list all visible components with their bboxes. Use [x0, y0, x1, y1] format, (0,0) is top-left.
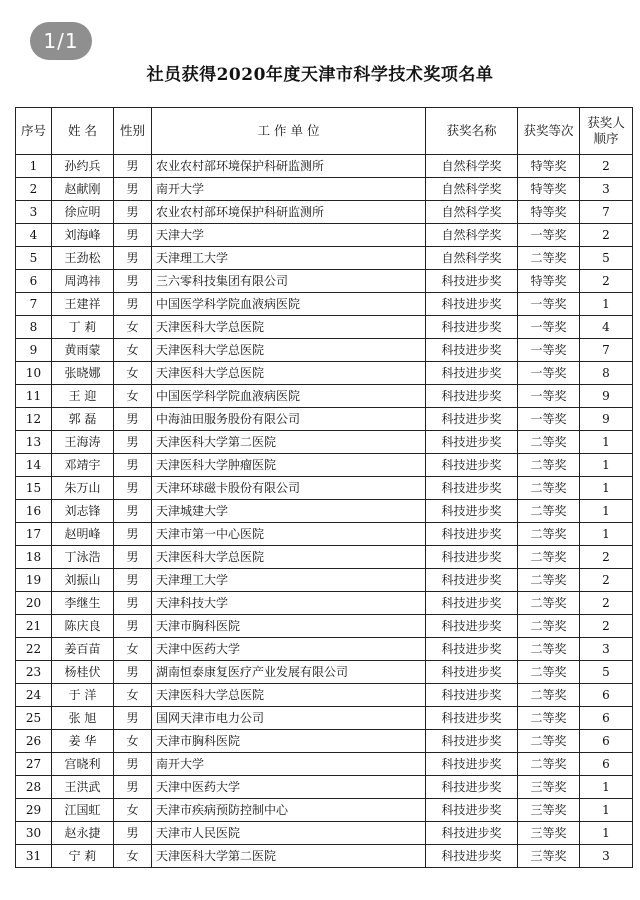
cell-organization: 天津科技大学: [152, 592, 426, 615]
cell-award-grade: 特等奖: [518, 270, 580, 293]
cell-rank: 6: [580, 707, 633, 730]
cell-gender: 女: [114, 730, 152, 753]
cell-index: 10: [16, 362, 52, 385]
cell-rank: 6: [580, 684, 633, 707]
table-row: [16, 523, 633, 546]
cell-index: 30: [16, 822, 52, 845]
cell-award-name: 科技进步奖: [426, 293, 518, 316]
cell-gender: 男: [114, 661, 152, 684]
table-row: [16, 500, 633, 523]
cell-award-name: 科技进步奖: [426, 822, 518, 845]
cell-gender: 女: [114, 799, 152, 822]
cell-index: 20: [16, 592, 52, 615]
table-row: [16, 615, 633, 638]
page-indicator: 1/1: [30, 22, 92, 60]
cell-rank: 1: [580, 822, 633, 845]
cell-gender: 男: [114, 822, 152, 845]
cell-rank: 2: [580, 592, 633, 615]
cell-index: 9: [16, 339, 52, 362]
table-body: [16, 155, 633, 868]
cell-award-name: 科技进步奖: [426, 638, 518, 661]
table-row: [16, 477, 633, 500]
cell-gender: 女: [114, 362, 152, 385]
cell-index: 26: [16, 730, 52, 753]
cell-award-grade: 二等奖: [518, 684, 580, 707]
cell-award-grade: 三等奖: [518, 776, 580, 799]
cell-organization: 天津医科大学总医院: [152, 362, 426, 385]
cell-award-grade: 一等奖: [518, 224, 580, 247]
cell-name: 刘志锋: [52, 500, 114, 523]
cell-organization: 天津中医药大学: [152, 776, 426, 799]
cell-name: 陈庆良: [52, 615, 114, 638]
award-table: [15, 107, 633, 868]
cell-award-grade: 二等奖: [518, 546, 580, 569]
cell-name: 王洪武: [52, 776, 114, 799]
cell-gender: 男: [114, 776, 152, 799]
cell-rank: 1: [580, 477, 633, 500]
table-row: [16, 408, 633, 431]
cell-organization: 天津医科大学总医院: [152, 546, 426, 569]
cell-name: 姜百苗: [52, 638, 114, 661]
cell-award-grade: 三等奖: [518, 799, 580, 822]
cell-index: 4: [16, 224, 52, 247]
cell-index: 16: [16, 500, 52, 523]
cell-organization: 农业农村部环境保护科研监测所: [152, 155, 426, 178]
cell-organization: 天津中医药大学: [152, 638, 426, 661]
cell-name: 宫晓利: [52, 753, 114, 776]
header-award-name: 获奖名称: [426, 108, 518, 155]
cell-rank: 3: [580, 638, 633, 661]
table-row: [16, 776, 633, 799]
cell-rank: 5: [580, 247, 633, 270]
cell-gender: 男: [114, 247, 152, 270]
cell-gender: 男: [114, 546, 152, 569]
cell-rank: 1: [580, 500, 633, 523]
cell-organization: 湖南恒泰康复医疗产业发展有限公司: [152, 661, 426, 684]
cell-index: 5: [16, 247, 52, 270]
table-row: [16, 385, 633, 408]
cell-index: 27: [16, 753, 52, 776]
cell-award-name: 科技进步奖: [426, 523, 518, 546]
cell-award-name: 科技进步奖: [426, 408, 518, 431]
header-award-grade: 获奖等次: [518, 108, 580, 155]
cell-index: 19: [16, 569, 52, 592]
cell-gender: 女: [114, 316, 152, 339]
cell-index: 8: [16, 316, 52, 339]
table-row: [16, 661, 633, 684]
cell-rank: 2: [580, 569, 633, 592]
table-row: [16, 822, 633, 845]
cell-index: 18: [16, 546, 52, 569]
cell-rank: 3: [580, 845, 633, 868]
cell-gender: 女: [114, 385, 152, 408]
cell-award-name: 科技进步奖: [426, 500, 518, 523]
cell-organization: 天津医科大学总医院: [152, 316, 426, 339]
cell-award-name: 科技进步奖: [426, 270, 518, 293]
cell-index: 14: [16, 454, 52, 477]
cell-name: 朱万山: [52, 477, 114, 500]
cell-gender: 男: [114, 224, 152, 247]
cell-organization: 中海油田服务股份有限公司: [152, 408, 426, 431]
table-row: [16, 730, 633, 753]
cell-award-name: 科技进步奖: [426, 454, 518, 477]
cell-rank: 5: [580, 661, 633, 684]
cell-index: 28: [16, 776, 52, 799]
header-name: 姓 名: [52, 108, 114, 155]
cell-award-name: 科技进步奖: [426, 753, 518, 776]
cell-rank: 1: [580, 431, 633, 454]
cell-rank: 6: [580, 730, 633, 753]
cell-gender: 男: [114, 592, 152, 615]
cell-organization: 南开大学: [152, 178, 426, 201]
cell-award-name: 自然科学奖: [426, 247, 518, 270]
cell-award-name: 科技进步奖: [426, 431, 518, 454]
table-row: [16, 569, 633, 592]
cell-award-grade: 二等奖: [518, 500, 580, 523]
cell-gender: 男: [114, 431, 152, 454]
cell-award-grade: 三等奖: [518, 845, 580, 868]
cell-gender: 女: [114, 638, 152, 661]
table-row: [16, 684, 633, 707]
cell-organization: 三六零科技集团有限公司: [152, 270, 426, 293]
cell-gender: 男: [114, 454, 152, 477]
cell-organization: 国网天津市电力公司: [152, 707, 426, 730]
cell-gender: 男: [114, 477, 152, 500]
cell-name: 郭 磊: [52, 408, 114, 431]
cell-award-name: 科技进步奖: [426, 707, 518, 730]
cell-name: 黄雨蒙: [52, 339, 114, 362]
cell-gender: 女: [114, 339, 152, 362]
table-row: [16, 178, 633, 201]
cell-award-grade: 二等奖: [518, 615, 580, 638]
cell-award-grade: 一等奖: [518, 316, 580, 339]
cell-name: 王劲松: [52, 247, 114, 270]
table-row: [16, 316, 633, 339]
cell-name: 刘振山: [52, 569, 114, 592]
cell-index: 7: [16, 293, 52, 316]
cell-gender: 男: [114, 753, 152, 776]
cell-index: 25: [16, 707, 52, 730]
cell-name: 张晓娜: [52, 362, 114, 385]
cell-organization: 天津医科大学总医院: [152, 684, 426, 707]
cell-gender: 男: [114, 500, 152, 523]
cell-gender: 男: [114, 178, 152, 201]
table-row: [16, 707, 633, 730]
header-index: 序号: [16, 108, 52, 155]
cell-index: 2: [16, 178, 52, 201]
cell-name: 宁 莉: [52, 845, 114, 868]
table-row: [16, 224, 633, 247]
cell-rank: 4: [580, 316, 633, 339]
cell-gender: 女: [114, 845, 152, 868]
cell-rank: 9: [580, 408, 633, 431]
cell-gender: 男: [114, 569, 152, 592]
cell-index: 15: [16, 477, 52, 500]
cell-index: 29: [16, 799, 52, 822]
cell-organization: 中国医学科学院血液病医院: [152, 385, 426, 408]
cell-index: 11: [16, 385, 52, 408]
cell-organization: 天津大学: [152, 224, 426, 247]
cell-award-name: 自然科学奖: [426, 224, 518, 247]
cell-index: 12: [16, 408, 52, 431]
cell-index: 13: [16, 431, 52, 454]
table-row: [16, 546, 633, 569]
cell-rank: 2: [580, 615, 633, 638]
cell-rank: 1: [580, 799, 633, 822]
header-gender: 性别: [114, 108, 152, 155]
cell-gender: 男: [114, 707, 152, 730]
cell-gender: 男: [114, 293, 152, 316]
cell-organization: 天津医科大学肿瘤医院: [152, 454, 426, 477]
cell-name: 王建祥: [52, 293, 114, 316]
cell-name: 丁泳浩: [52, 546, 114, 569]
cell-organization: 南开大学: [152, 753, 426, 776]
cell-organization: 天津理工大学: [152, 247, 426, 270]
cell-award-grade: 特等奖: [518, 155, 580, 178]
cell-award-grade: 二等奖: [518, 592, 580, 615]
cell-award-name: 科技进步奖: [426, 615, 518, 638]
cell-name: 张 旭: [52, 707, 114, 730]
cell-index: 22: [16, 638, 52, 661]
cell-organization: 天津市第一中心医院: [152, 523, 426, 546]
cell-award-name: 科技进步奖: [426, 569, 518, 592]
cell-gender: 男: [114, 615, 152, 638]
cell-award-name: 科技进步奖: [426, 799, 518, 822]
cell-gender: 女: [114, 684, 152, 707]
cell-rank: 8: [580, 362, 633, 385]
cell-name: 周鸿祎: [52, 270, 114, 293]
cell-gender: 男: [114, 270, 152, 293]
cell-award-grade: 二等奖: [518, 753, 580, 776]
cell-index: 6: [16, 270, 52, 293]
cell-award-grade: 二等奖: [518, 431, 580, 454]
cell-rank: 2: [580, 224, 633, 247]
table-row: [16, 201, 633, 224]
cell-award-name: 科技进步奖: [426, 316, 518, 339]
cell-award-grade: 二等奖: [518, 707, 580, 730]
cell-index: 24: [16, 684, 52, 707]
table-row: [16, 753, 633, 776]
table-row: [16, 799, 633, 822]
table-row: [16, 454, 633, 477]
cell-organization: 天津医科大学第二医院: [152, 845, 426, 868]
cell-award-grade: 特等奖: [518, 178, 580, 201]
cell-organization: 天津市胸科医院: [152, 615, 426, 638]
cell-organization: 天津市人民医院: [152, 822, 426, 845]
cell-gender: 男: [114, 523, 152, 546]
cell-name: 杨桂伏: [52, 661, 114, 684]
cell-name: 邓靖宇: [52, 454, 114, 477]
cell-name: 李继生: [52, 592, 114, 615]
cell-name: 赵永捷: [52, 822, 114, 845]
cell-index: 23: [16, 661, 52, 684]
cell-award-grade: 三等奖: [518, 822, 580, 845]
table-row: [16, 293, 633, 316]
cell-award-name: 科技进步奖: [426, 385, 518, 408]
cell-name: 孙约兵: [52, 155, 114, 178]
cell-rank: 1: [580, 293, 633, 316]
header-organization: 工 作 单 位: [152, 108, 426, 155]
table-row: [16, 592, 633, 615]
cell-organization: 中国医学科学院血液病医院: [152, 293, 426, 316]
cell-award-name: 科技进步奖: [426, 477, 518, 500]
cell-award-grade: 二等奖: [518, 730, 580, 753]
cell-award-name: 自然科学奖: [426, 155, 518, 178]
cell-organization: 天津医科大学总医院: [152, 339, 426, 362]
cell-award-grade: 二等奖: [518, 661, 580, 684]
cell-organization: 天津城建大学: [152, 500, 426, 523]
cell-award-name: 科技进步奖: [426, 661, 518, 684]
document-title: 社员获得2020年度天津市科学技术奖项名单: [146, 65, 494, 85]
cell-award-name: 科技进步奖: [426, 730, 518, 753]
cell-name: 赵献刚: [52, 178, 114, 201]
cell-name: 刘海峰: [52, 224, 114, 247]
cell-award-name: 科技进步奖: [426, 546, 518, 569]
table-row: [16, 845, 633, 868]
cell-index: 21: [16, 615, 52, 638]
cell-organization: 天津市疾病预防控制中心: [152, 799, 426, 822]
cell-organization: 天津市胸科医院: [152, 730, 426, 753]
cell-award-name: 自然科学奖: [426, 178, 518, 201]
table-header-row: [16, 108, 633, 155]
cell-award-grade: 一等奖: [518, 385, 580, 408]
cell-gender: 男: [114, 201, 152, 224]
cell-name: 王海涛: [52, 431, 114, 454]
table-row: [16, 362, 633, 385]
cell-name: 赵明峰: [52, 523, 114, 546]
header-rank: 获奖人顺序: [580, 108, 633, 155]
cell-rank: 6: [580, 753, 633, 776]
cell-rank: 7: [580, 339, 633, 362]
cell-award-grade: 二等奖: [518, 569, 580, 592]
cell-award-grade: 二等奖: [518, 454, 580, 477]
cell-rank: 3: [580, 178, 633, 201]
cell-index: 31: [16, 845, 52, 868]
cell-gender: 男: [114, 408, 152, 431]
cell-award-grade: 一等奖: [518, 408, 580, 431]
cell-award-grade: 特等奖: [518, 201, 580, 224]
cell-award-grade: 二等奖: [518, 247, 580, 270]
cell-name: 王 迎: [52, 385, 114, 408]
cell-award-grade: 二等奖: [518, 523, 580, 546]
cell-rank: 1: [580, 523, 633, 546]
cell-rank: 7: [580, 201, 633, 224]
cell-name: 姜 华: [52, 730, 114, 753]
cell-index: 17: [16, 523, 52, 546]
cell-rank: 9: [580, 385, 633, 408]
table-row: [16, 431, 633, 454]
cell-award-grade: 一等奖: [518, 293, 580, 316]
cell-award-name: 科技进步奖: [426, 362, 518, 385]
cell-award-name: 科技进步奖: [426, 339, 518, 362]
cell-award-grade: 一等奖: [518, 339, 580, 362]
table-row: [16, 270, 633, 293]
cell-award-grade: 二等奖: [518, 477, 580, 500]
cell-organization: 天津环球磁卡股份有限公司: [152, 477, 426, 500]
cell-rank: 2: [580, 270, 633, 293]
table-row: [16, 339, 633, 362]
cell-award-name: 自然科学奖: [426, 201, 518, 224]
cell-award-name: 科技进步奖: [426, 592, 518, 615]
cell-award-name: 科技进步奖: [426, 845, 518, 868]
cell-award-grade: 二等奖: [518, 638, 580, 661]
cell-award-grade: 一等奖: [518, 362, 580, 385]
cell-rank: 1: [580, 776, 633, 799]
cell-rank: 1: [580, 454, 633, 477]
cell-name: 徐应明: [52, 201, 114, 224]
cell-index: 3: [16, 201, 52, 224]
cell-name: 江国虹: [52, 799, 114, 822]
cell-index: 1: [16, 155, 52, 178]
cell-award-name: 科技进步奖: [426, 684, 518, 707]
cell-gender: 男: [114, 155, 152, 178]
table-row: [16, 247, 633, 270]
cell-rank: 2: [580, 155, 633, 178]
table-row: [16, 638, 633, 661]
cell-rank: 2: [580, 546, 633, 569]
table-row: [16, 155, 633, 178]
cell-organization: 天津理工大学: [152, 569, 426, 592]
cell-organization: 天津医科大学第二医院: [152, 431, 426, 454]
cell-organization: 农业农村部环境保护科研监测所: [152, 201, 426, 224]
cell-name: 于 洋: [52, 684, 114, 707]
cell-award-name: 科技进步奖: [426, 776, 518, 799]
cell-name: 丁 莉: [52, 316, 114, 339]
